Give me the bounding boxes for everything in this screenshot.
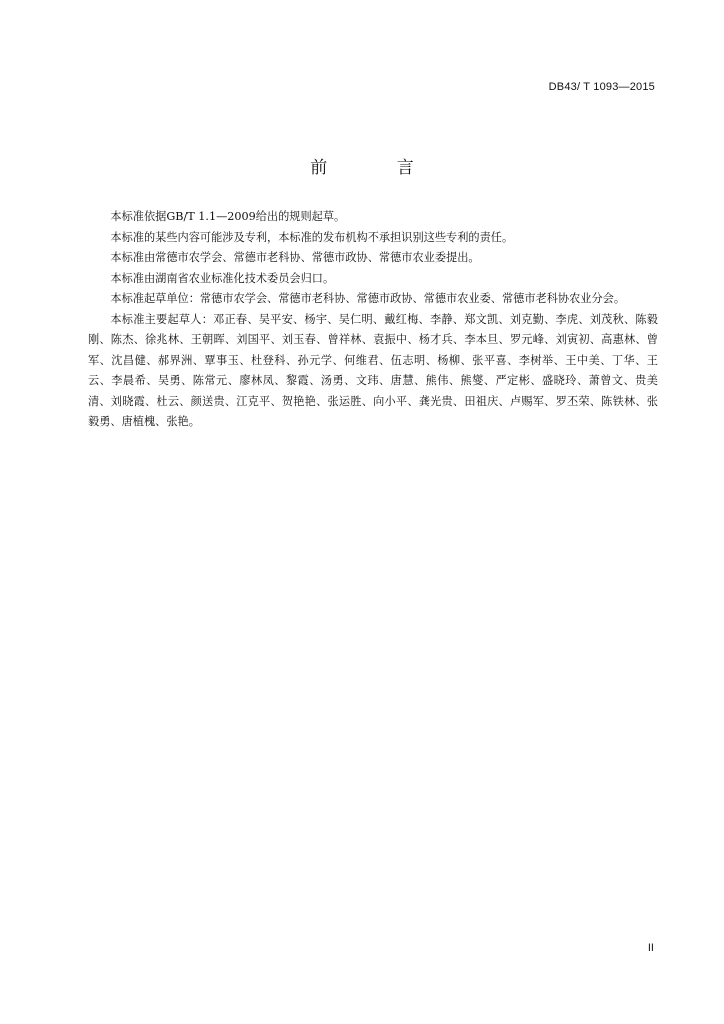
page-number: II (647, 942, 654, 954)
foreword-body (88, 207, 658, 433)
page-title: 前 言 (310, 158, 446, 178)
paragraph-drafting-basis: 本标准依据GB/T 1.1—2009给出的规则起草。 (110, 210, 346, 223)
paragraph-proposed-by: 本标准由常德市农学会、常德市老科协、常德市政协、常德市农业委提出。 (110, 251, 480, 264)
paragraph-main-drafters: 本标准主要起草人：邓正春、吴平安、杨宇、吴仁明、戴红梅、李静、郑文凯、刘克勤、李虎、刘茂秋、陈毅刚、陈杰、徐兆林、王朝晖、刘国平、刘玉春、曾祥林、袁振中、杨才兵、李本旦、罗元峰、刘寅初、高惠林、曾军、沈昌健、郝界洲、覃事玉、杜登科、孙元学、何维君、伍志明、杨柳、张平喜、李树举、王中美、丁华、王云、李晨希、吴勇、陈常元、廖林凤、黎霞、汤勇、文玮、唐慧、熊伟、熊燮、严定彬、盛晓玲、萧曾文、贵美清、刘晓霞、杜云、颜送贵、江克平、贺艳艳、张运胜、向小平、龚光贵、田祖庆、卢赐军、罗丕荣、陈铁林、张毅勇、唐植槐、张艳。 (88, 312, 658, 428)
paragraph-drafting-units: 本标准起草单位：常德市农学会、常德市老科协、常德市政协、常德市农业委、常德市老科协农业分会。 (110, 292, 626, 305)
standard-code: DB43/ T 1093—2015 (548, 81, 655, 93)
paragraph-centralized-by: 本标准由湖南省农业标准化技术委员会归口。 (110, 271, 335, 285)
paragraph-patent-notice: 本标准的某些内容可能涉及专利，本标准的发布机构不承担识别这些专利的责任。 (110, 230, 514, 244)
